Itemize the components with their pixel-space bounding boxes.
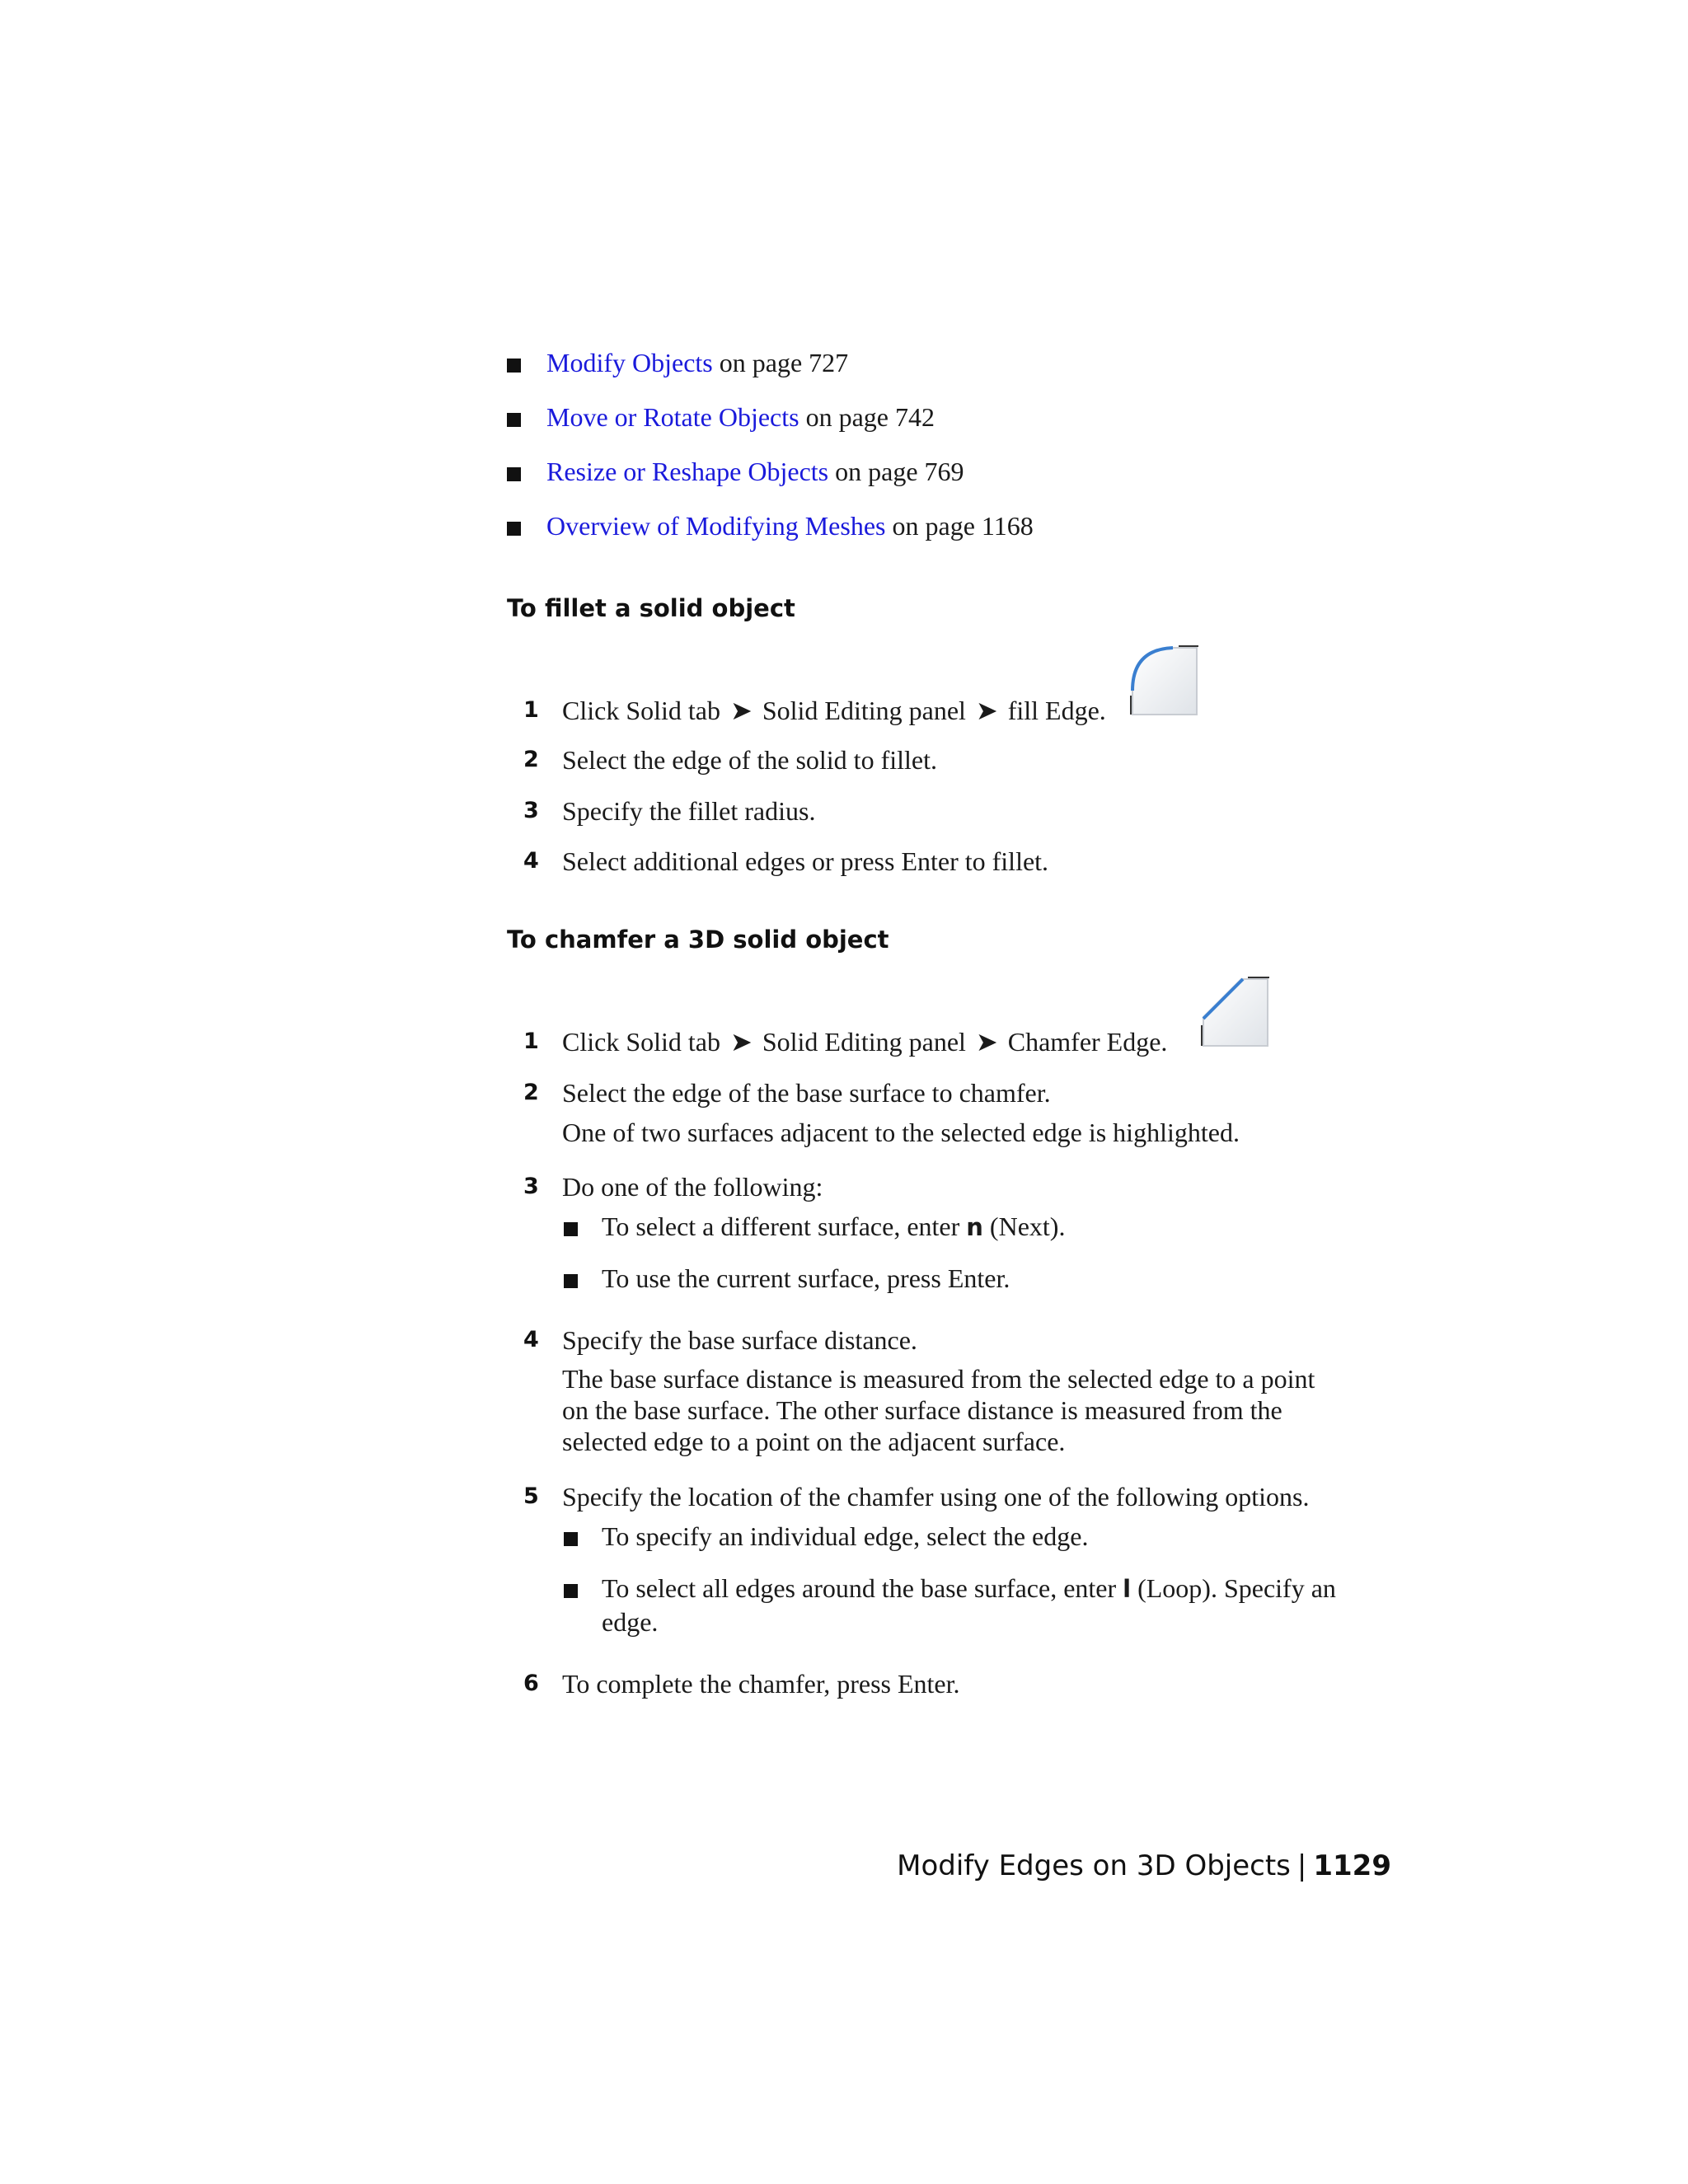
link-move-or-rotate-objects[interactable]: Move or Rotate Objects <box>546 402 799 432</box>
arrow-right-icon: ➤ <box>975 696 998 725</box>
arrow-right-icon: ➤ <box>730 1027 753 1057</box>
step-text: Select the edge of the base surface to chamfer. <box>562 1078 1051 1108</box>
link-overview-of-modifying-meshes[interactable]: Overview of Modifying Meshes <box>546 511 886 541</box>
step-number: 3 <box>523 1174 539 1199</box>
fillet-edge-icon <box>1128 643 1202 719</box>
page-footer <box>824 1848 1391 1884</box>
page-reference: on page 742 <box>799 402 935 432</box>
bullet-icon <box>564 1584 578 1598</box>
page-reference: on page 1168 <box>885 511 1034 541</box>
step-number: 3 <box>523 798 539 823</box>
step-text: Specify the fillet radius. <box>562 796 816 826</box>
list-item <box>505 509 1412 542</box>
bullet-icon <box>564 1532 578 1546</box>
step-text: To complete the chamfer, press Enter. <box>562 1669 960 1699</box>
document-page: Modify Objects on page 727 Move or Rotate Objects on page 742 Resize or Reshape Objects on page 769 Overview of Modifying Meshes on page 1168 To fillet a solid object 1 Click Solid tab ➤ Solid Editing panel ➤ fill Edge. 2 Select the edge of the solid to fillet. 3 Specify the fillet radius. 4 Select additional edges or press Enter to fillet. To chamfer a 3D solid object 1 Click Solid tab ➤ Solid Editing panel ➤ Chamfer Edge. 2 Select the edge of the base surface to chamfer. One of two surfaces adjacent to the selected edge is highlighted. 3 Do one of the following: To select a different surface, enter n (Next). To use the current surface, press Enter. 4 Specify the base surface distance. The base surface distance is measured from the selected edge to a point on the base surface. The other surface distance is measured from the selected edge to a point on the adjacent surface. 5 Specify the location of the chamfer using one of the following options. To specify an individual edge, select the edge. To select all edges around the base surface, enter l (Loop). Specify an edge. 6 To complete the chamfer, press Enter. Modify Edges on 3D Objects | 1129 <box>0 0 1688 2184</box>
bullet-icon <box>507 413 521 427</box>
page-number: 1129 <box>1313 1849 1391 1882</box>
related-topics-list <box>505 346 1412 564</box>
link-resize-or-reshape-objects[interactable]: Resize or Reshape Objects <box>546 457 829 486</box>
bullet-icon <box>507 522 521 536</box>
bullet-icon <box>507 467 521 481</box>
footer-title: Modify Edges on 3D Objects <box>897 1849 1291 1882</box>
link-modify-objects[interactable]: Modify Objects <box>546 348 713 377</box>
step-note: The base surface distance is measured from the selected edge to a point on the base surface. The other surface distance is measured from the selected edge to a point on the adjacent surface. <box>562 1364 1315 1456</box>
list-item <box>505 455 1412 488</box>
step-text: Specify the location of the chamfer using one of the following options. <box>562 1482 1310 1511</box>
keyword-next: n <box>966 1213 983 1241</box>
page-reference: on page 769 <box>828 457 964 486</box>
page-reference: on page 727 <box>712 348 849 377</box>
step-number: 2 <box>523 1080 539 1105</box>
step-number: 4 <box>523 848 539 874</box>
footer-separator: | <box>1296 1849 1307 1882</box>
step-number: 1 <box>523 1029 539 1054</box>
chamfer-edge-icon <box>1198 974 1273 1050</box>
step-text: Do one of the following: <box>562 1172 823 1202</box>
step-text: Click Solid tab ➤ Solid Editing panel ➤ Chamfer Edge. <box>562 1027 1168 1057</box>
bullet-icon <box>507 359 521 373</box>
keyword-loop: l <box>1123 1575 1132 1603</box>
step-text: Click Solid tab ➤ Solid Editing panel ➤ fill Edge. <box>562 696 1106 725</box>
step-text: Select the edge of the solid to fillet. <box>562 745 937 775</box>
step-note: One of two surfaces adjacent to the selected edge is highlighted. <box>562 1118 1240 1147</box>
step-text: Specify the base surface distance. <box>562 1325 917 1355</box>
list-item <box>505 401 1412 434</box>
list-item <box>505 346 1412 379</box>
arrow-right-icon: ➤ <box>975 1027 998 1057</box>
bullet-icon <box>564 1222 578 1236</box>
step-number: 4 <box>523 1327 539 1352</box>
section-heading-fillet: To fillet a solid object <box>507 594 795 622</box>
arrow-right-icon: ➤ <box>730 696 753 725</box>
section-heading-chamfer: To chamfer a 3D solid object <box>507 926 889 954</box>
step-number: 2 <box>523 747 539 772</box>
step-number: 5 <box>523 1483 539 1509</box>
step-number: 1 <box>523 697 539 723</box>
step-number: 6 <box>523 1671 539 1696</box>
step-text: Select additional edges or press Enter to fillet. <box>562 846 1049 876</box>
bullet-icon <box>564 1274 578 1288</box>
